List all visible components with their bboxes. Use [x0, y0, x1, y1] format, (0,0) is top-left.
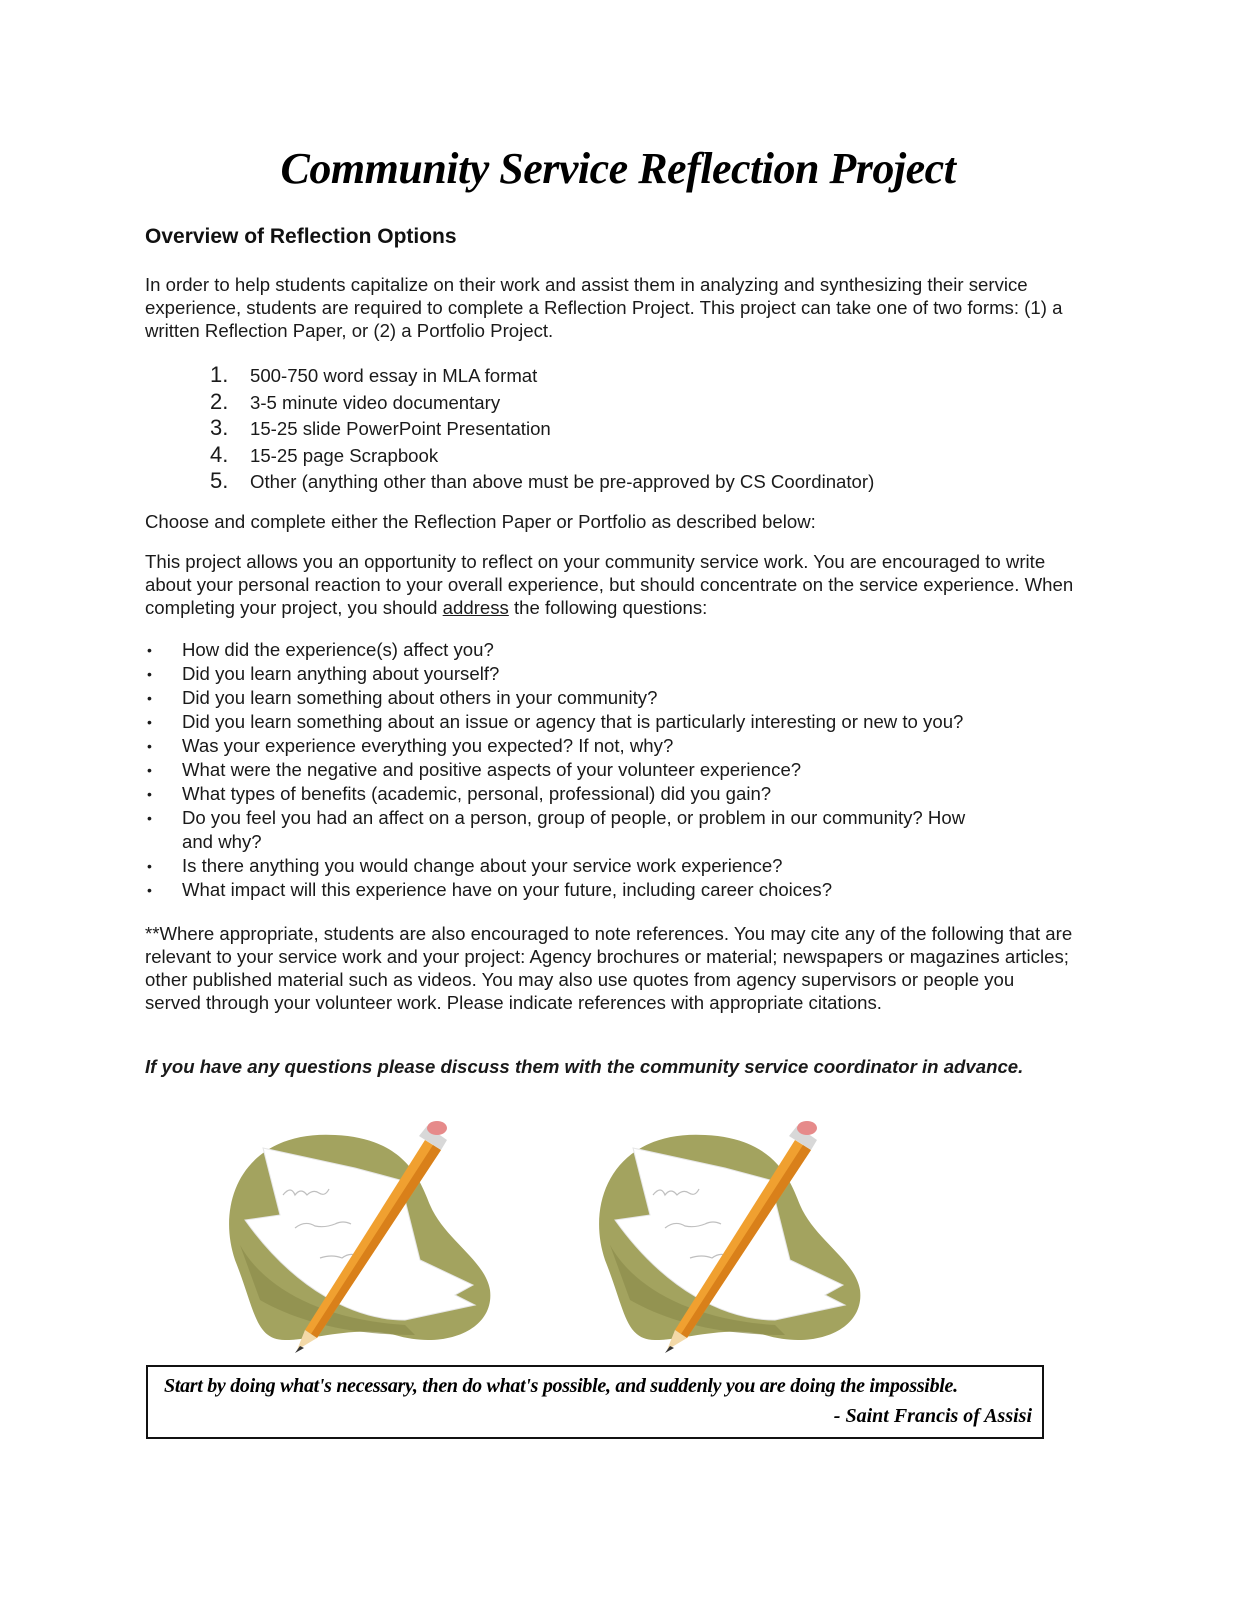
question-text: Do you feel you had an affect on a person, group of people, or problem in our community? How and why? — [182, 807, 966, 852]
question-text: What types of benefits (academic, personal, professional) did you gain? — [182, 783, 772, 804]
list-item — [145, 854, 1075, 878]
choose-paragraph: Choose and complete either the Reflection Paper or Portfolio as described below: — [145, 511, 816, 532]
bullet-icon: • — [147, 858, 152, 874]
bullet-icon: • — [147, 690, 152, 706]
bullet-icon: • — [147, 762, 152, 778]
paper-and-pencil-icon — [575, 1110, 875, 1355]
list-item — [145, 686, 1075, 710]
list-item — [210, 442, 874, 469]
list-item — [210, 389, 874, 416]
list-item — [210, 415, 874, 442]
item-number: 4. — [210, 441, 229, 467]
quote-text: Start by doing what's necessary, then do what's possible, and suddenly you are doing the impossible. — [164, 1375, 958, 1397]
question-text: What impact will this experience have on your future, including career choices? — [182, 879, 833, 900]
item-text: 3-5 minute video documentary — [250, 391, 501, 413]
item-number: 3. — [210, 415, 229, 440]
list-item — [145, 734, 1075, 758]
section-heading: Overview of Reflection Options — [145, 225, 457, 248]
list-item — [145, 878, 1075, 902]
bullet-icon: • — [147, 738, 152, 754]
item-text: Other (anything other than above must be pre-approved by CS Coordinator) — [250, 471, 875, 492]
document-title: Community Service Reflection Project — [280, 144, 956, 193]
closing-note: If you have any questions please discuss them with the community service coordinator in advance. — [145, 1056, 1024, 1077]
bullet-icon: • — [147, 882, 152, 898]
item-number: 2. — [210, 388, 229, 414]
item-number: 1. — [210, 362, 229, 387]
bullet-icon: • — [147, 810, 152, 826]
project-paragraph — [145, 550, 1075, 619]
question-text: Did you learn something about others in your community? — [182, 687, 658, 708]
question-text: Did you learn anything about yourself? — [182, 663, 500, 684]
list-item — [145, 806, 1075, 854]
bullet-icon: • — [147, 642, 152, 658]
bullet-icon: • — [147, 714, 152, 730]
project-text-before: This project allows you an opportunity to reflect on your community service work. You are encouraged to write about your personal reaction to your overall experience, but should concentrate on the service experience. When completing your project, you should — [145, 551, 1074, 618]
intro-paragraph: In order to help students capitalize on their work and assist them in analyzing and synthesizing their service experience, students are required to complete a Reflection Project. This project can take one of two forms: (1) a written Reflection Paper, or (2) a Portfolio Project. — [145, 274, 1063, 341]
quote-box — [146, 1365, 1044, 1439]
bullet-icon: • — [147, 786, 152, 802]
bullet-icon: • — [147, 666, 152, 682]
references-paragraph: **Where appropriate, students are also encouraged to note references. You may cite any of the following that are relevant to your service work and your project: Agency brochures or material; newspapers or magazines articles; other published material such as videos. You may also use quotes from agency supervisors or people you served through your volunteer work. Please indicate references with appropriate citations. — [145, 923, 1073, 1013]
question-text: Did you learn something about an issue or agency that is particularly interesting or new to you? — [182, 711, 964, 732]
question-text: Is there anything you would change about your service work experience? — [182, 855, 783, 876]
item-text: 15-25 page Scrapbook — [250, 444, 439, 466]
project-text-after: the following questions: — [508, 597, 708, 618]
questions-list — [145, 638, 1075, 902]
list-item — [210, 362, 874, 389]
question-text: How did the experience(s) affect you? — [182, 639, 494, 660]
item-text: 15-25 slide PowerPoint Presentation — [250, 418, 551, 439]
list-item — [145, 710, 1075, 734]
list-item — [145, 638, 1075, 662]
list-item — [145, 758, 1075, 782]
question-text: Was your experience everything you expected? If not, why? — [182, 735, 674, 756]
paper-and-pencil-icon — [205, 1110, 505, 1355]
options-list — [210, 362, 874, 495]
list-item — [145, 662, 1075, 686]
list-item — [145, 782, 1075, 806]
item-text: 500-750 word essay in MLA format — [250, 365, 538, 386]
quote-author: - Saint Francis of Assisi — [833, 1405, 1032, 1427]
question-text: What were the negative and positive aspects of your volunteer experience? — [182, 759, 802, 780]
list-item — [210, 468, 874, 495]
underlined-word: address — [442, 597, 509, 618]
item-number: 5. — [210, 468, 229, 493]
